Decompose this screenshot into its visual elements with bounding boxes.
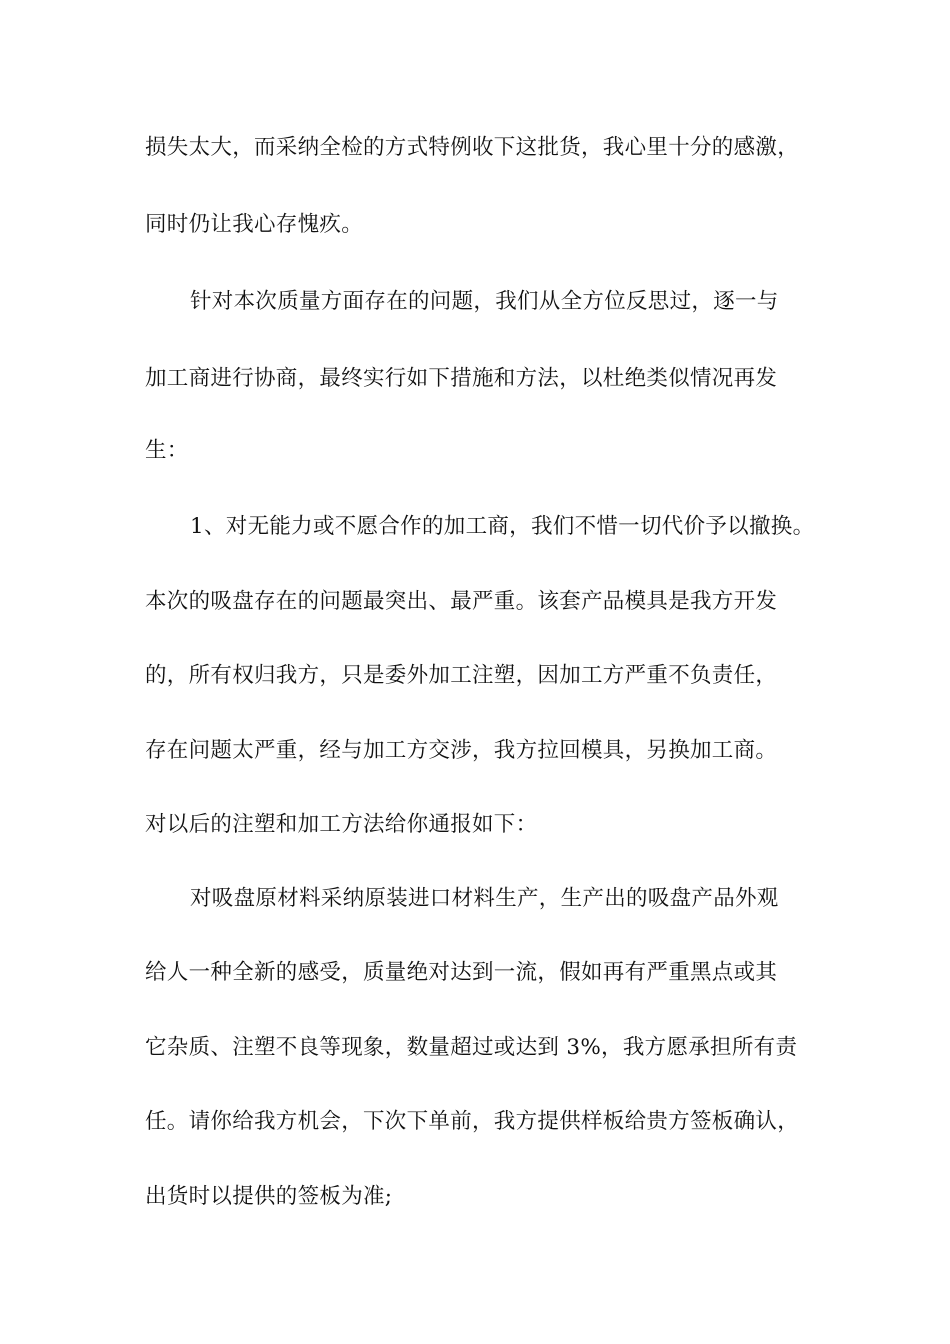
text-line-3: 针对本次质量方面存在的问题，我们从全方位反思过，逐一与 [190,289,779,314]
text-line-8: 的，所有权归我方，只是委外加工注塑，因加工方严重不负责任， [145,663,778,688]
text-line-10: 对以后的注塑和加工方法给你通报如下： [145,812,538,837]
text-line-6: 1、对无能力或不愿合作的加工商，我们不惜一切代价予以撤换。 [190,514,815,539]
text-line-13: 它杂质、注塑不良等现象，数量超过或达到 3%，我方愿承担所有责 [145,1035,798,1060]
text-line-9: 存在问题太严重，经与加工方交涉，我方拉回模具，另换加工商。 [145,738,778,763]
text-line-14: 任。请你给我方机会，下次下单前，我方提供样板给贵方签板确认， [145,1109,800,1134]
text-line-15: 出货时以提供的签板为准; [145,1184,393,1209]
text-line-2: 同时仍让我心存愧疚。 [145,212,364,237]
text-line-12: 给人一种全新的感受，质量绝对达到一流，假如再有严重黑点或其 [145,960,778,985]
text-line-4: 加工商进行协商，最终实行如下措施和方法，以杜绝类似情况再发 [145,366,778,391]
text-line-7: 本次的吸盘存在的问题最突出、最严重。该套产品模具是我方开发 [145,589,778,614]
text-line-11: 对吸盘原材料采纳原装进口材料生产，生产出的吸盘产品外观 [190,886,779,911]
text-line-1: 损失太大，而采纳全检的方式特例收下这批货，我心里十分的感激， [145,135,800,160]
text-line-5: 生： [145,438,189,463]
